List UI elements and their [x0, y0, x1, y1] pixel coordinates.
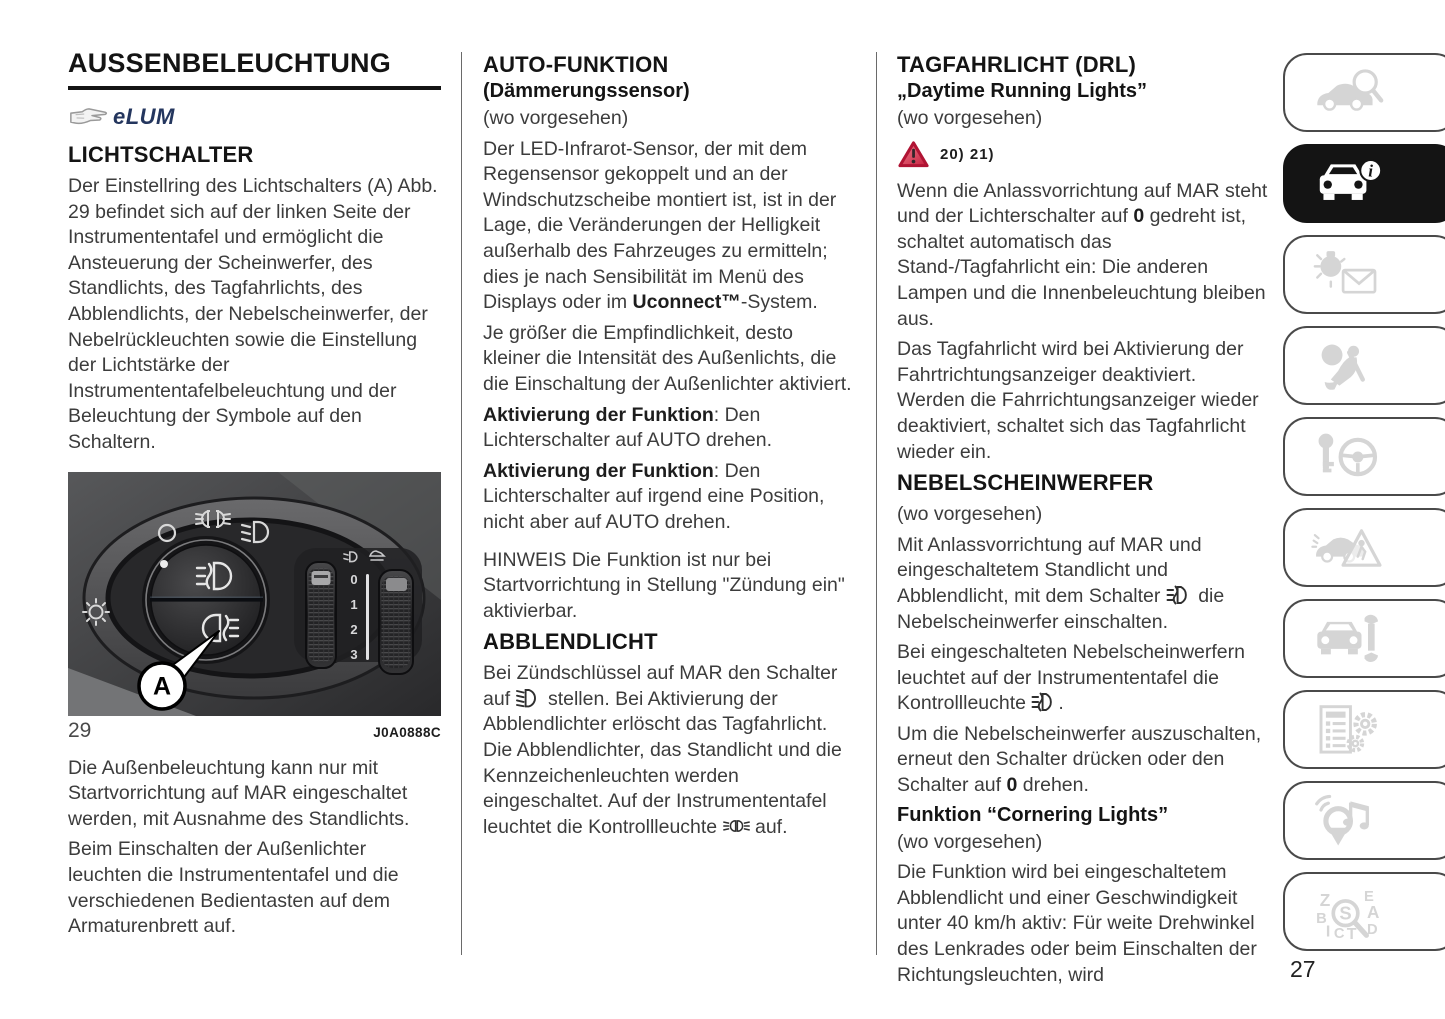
- section-heading-tagfahrlicht: TAGFAHRLICHT (DRL): [897, 52, 1137, 77]
- paragraph: Bei eingeschalteten Nebelscheinwerfern leuchtet auf der Instrumententafel die Kontrollleuchte .: [897, 641, 1245, 715]
- light-switch-photo: [68, 472, 441, 716]
- figure-code: J0A0888C: [373, 724, 441, 740]
- pointing-hand-icon: [68, 104, 108, 130]
- airbag-safety-icon: [1301, 339, 1395, 393]
- section-heading-auto-funktion: AUTO-FUNKTION: [483, 52, 669, 77]
- car-maintenance-wrench-icon: [1301, 612, 1395, 666]
- paragraph: Beim Einschalten der Außenlichter leuchten die Instrumententafel und die verschiedenen Bedientasten auf dem Armaturenbrett auf.: [68, 838, 399, 938]
- wo-vorgesehen: (wo vorgesehen): [897, 503, 1043, 526]
- paragraph: Um die Nebelscheinwerfer auszuschalten, erneut den Schalter drücken oder den Schalter auf 0 drehen.: [897, 722, 1262, 797]
- car-info-icon: [1301, 157, 1395, 211]
- scale-3: 3: [350, 646, 358, 662]
- index-search-icon: [1301, 885, 1395, 939]
- paragraph: Der Einstellring des Lichtschalters (A) Abb. 29 befindet sich auf der linken Seite der Instrumententafel und ermöglicht die Ansteuerung der Scheinwerfer, des Standlichts, des Tagfahrlichts, des Abblendlichts, der Nebelscheinwerfer, der Nebelrückleuchten sowie die Einstellung der Lichtstärke der Instrumententafelbeleuchtung und der Beleuchtung der Symbole auf den Schaltern.: [68, 175, 438, 453]
- subheading-cornering-lights: Funktion “Cornering Lights”: [897, 803, 1169, 826]
- headlight-leveling-wheel[interactable]: [379, 570, 413, 674]
- wo-vorgesehen: (wo vorgesehen): [483, 107, 629, 129]
- hinweis-paragraph: HINWEIS Die Funktion ist nur bei Startvorrichtung in Stellung "Zündung ein" aktivierbar.: [483, 548, 845, 622]
- paragraph: Je größer die Empfindlichkeit, desto kleiner die Intensität des Außenlichts, die die Einschaltung der Außenlichter aktiviert.: [483, 321, 852, 395]
- svg-text:T: T: [1346, 925, 1357, 939]
- svg-text:B: B: [1316, 910, 1327, 927]
- svg-text:S: S: [1339, 901, 1352, 923]
- car-emergency-triangle-icon: [1301, 521, 1395, 575]
- leveling-indicator-track: [366, 574, 369, 660]
- column-right: [897, 48, 1269, 993]
- wo-vorgesehen: (wo vorgesehen): [897, 830, 1043, 853]
- warning-references: 20) 21): [940, 145, 995, 163]
- column-middle: [483, 48, 855, 845]
- wo-vorgesehen: (wo vorgesehen): [897, 107, 1043, 129]
- scale-1: 1: [350, 596, 358, 612]
- multimedia-navigation-icon: [1301, 794, 1395, 848]
- sidebar-tab-car-info[interactable]: [1283, 144, 1445, 223]
- sidebar-tab-specs-gears[interactable]: [1283, 690, 1445, 769]
- paragraph: Aktivierung der Funktion: Den Lichterschalter auf AUTO drehen.: [483, 403, 773, 452]
- callout-label: A: [152, 672, 172, 701]
- paragraph: Wenn die Anlassvorrichtung auf MAR steht und der Lichterschalter auf 0 gedreht ist, schaltet automatisch das Stand-/Tagfahrlicht ein: Die anderen Lampen und die Innenbeleuchtung bleiben aus.: [897, 179, 1268, 330]
- specs-gears-icon: [1301, 703, 1395, 757]
- sidebar-tab-car-maintenance-wrench[interactable]: [1283, 599, 1445, 678]
- section-heading-nebelscheinwerfer: NEBELSCHEINWERFER: [897, 470, 1154, 496]
- page-title: AUSSENBELEUCHTUNG: [68, 48, 441, 90]
- paragraph: Die Funktion wird bei eingeschaltetem Abblendlicht und einer Geschwindigkeit unter 40 km/h aktiv: Für weite Drehwinkel des Lenkrades oder beim Einschalten der Richtungsleuchten, wird: [897, 861, 1257, 986]
- svg-text:Z: Z: [1319, 889, 1331, 910]
- paragraph: Bei Zündschlüssel auf MAR den Schalter auf stellen. Bei Aktivierung der Abblendlichter erlöscht das Tagfahrlicht. Die Abblendlichter, das Standlicht und die Kennzeichenleuchten werden eingeschaltet. Auf der Instrumententafel leuchtet die Kontrollleuchte auf.: [483, 662, 842, 838]
- sidebar-tab-warning-light-message[interactable]: [1283, 235, 1445, 314]
- paragraph: Die Außenbeleuchtung kann nur mit Startvorrichtung auf MAR eingeschaltet werden, mit Ausnahme des Standlichts.: [68, 756, 410, 830]
- car-search-icon: [1301, 66, 1395, 120]
- elum-logo: [68, 104, 441, 130]
- svg-text:E: E: [1363, 888, 1374, 905]
- scale-0: 0: [350, 571, 358, 587]
- paragraph: Das Tagfahrlicht wird bei Aktivierung der Fahrtrichtungsanzeiger deaktiviert. Werden die Fahrrichtungsanzeiger wieder deaktiviert, schaltet sich das Tagfahrlicht wieder ein.: [897, 338, 1259, 463]
- paragraph: Aktivierung der Funktion: Den Lichterschalter auf irgend eine Position, nicht aber auf AUTO drehen.: [483, 459, 825, 533]
- sidebar-tab-multimedia-navigation[interactable]: [1283, 781, 1445, 860]
- position-light-icon: [723, 816, 750, 836]
- subheading-drl: „Daytime Running Lights”: [897, 80, 1147, 102]
- scale-2: 2: [350, 621, 358, 637]
- key-steering-wheel-icon: [1301, 430, 1395, 484]
- section-heading-abblendlicht: ABBLENDLICHT: [483, 629, 658, 655]
- svg-text:D: D: [1367, 921, 1378, 938]
- sidebar-tab-airbag-safety[interactable]: [1283, 326, 1445, 405]
- figure-number: 29: [68, 718, 92, 742]
- instrument-dimmer-wheel[interactable]: [306, 562, 336, 668]
- front-fog-icon: [1166, 585, 1193, 605]
- warning-note: [897, 140, 1269, 169]
- sidebar-tab-car-search[interactable]: [1283, 53, 1445, 132]
- column-left: [68, 48, 441, 945]
- subheading-daemmerungssensor: (Dämmerungssensor): [483, 80, 690, 102]
- svg-text:i: i: [1368, 161, 1374, 181]
- section-heading-lichtschalter: LICHTSCHALTER: [68, 142, 254, 167]
- warning-triangle-icon: [897, 140, 930, 169]
- column-divider: [461, 52, 462, 955]
- sidebar-tab-key-steering-wheel[interactable]: [1283, 417, 1445, 496]
- warning-light-message-icon: [1301, 248, 1395, 302]
- sidebar-tab-car-emergency-triangle[interactable]: [1283, 508, 1445, 587]
- low-beam-icon: [516, 688, 543, 708]
- paragraph: Mit Anlassvorrichtung auf MAR und eingeschaltetem Standlicht und Abblendlicht, mit dem Schalter die Nebelscheinwerfer einschalten.: [897, 533, 1225, 633]
- sidebar-tab-index-search[interactable]: [1283, 872, 1445, 951]
- front-fog-icon: [1031, 692, 1058, 712]
- svg-text:A: A: [1367, 901, 1380, 922]
- column-divider: [876, 52, 877, 955]
- figure-29: [68, 472, 441, 743]
- svg-text:I: I: [1325, 923, 1331, 939]
- svg-text:C: C: [1333, 925, 1345, 939]
- page-number: 27: [1290, 956, 1316, 982]
- chapter-tab-sidebar: [1283, 53, 1445, 963]
- paragraph: Der LED-Infrarot-Sensor, der mit dem Regensensor gekoppelt und an der Windschutzscheibe montiert ist, ist in der Lage, die Veränderungen der Helligkeit außerhalb des Fahrzeuges zu ermitteln; dies je nach Sensibilität im Menü des Displays oder im Uconnect™-System.: [483, 137, 837, 314]
- knob-marker-dot: [160, 560, 168, 568]
- elum-logo-text: eLUM: [113, 104, 175, 129]
